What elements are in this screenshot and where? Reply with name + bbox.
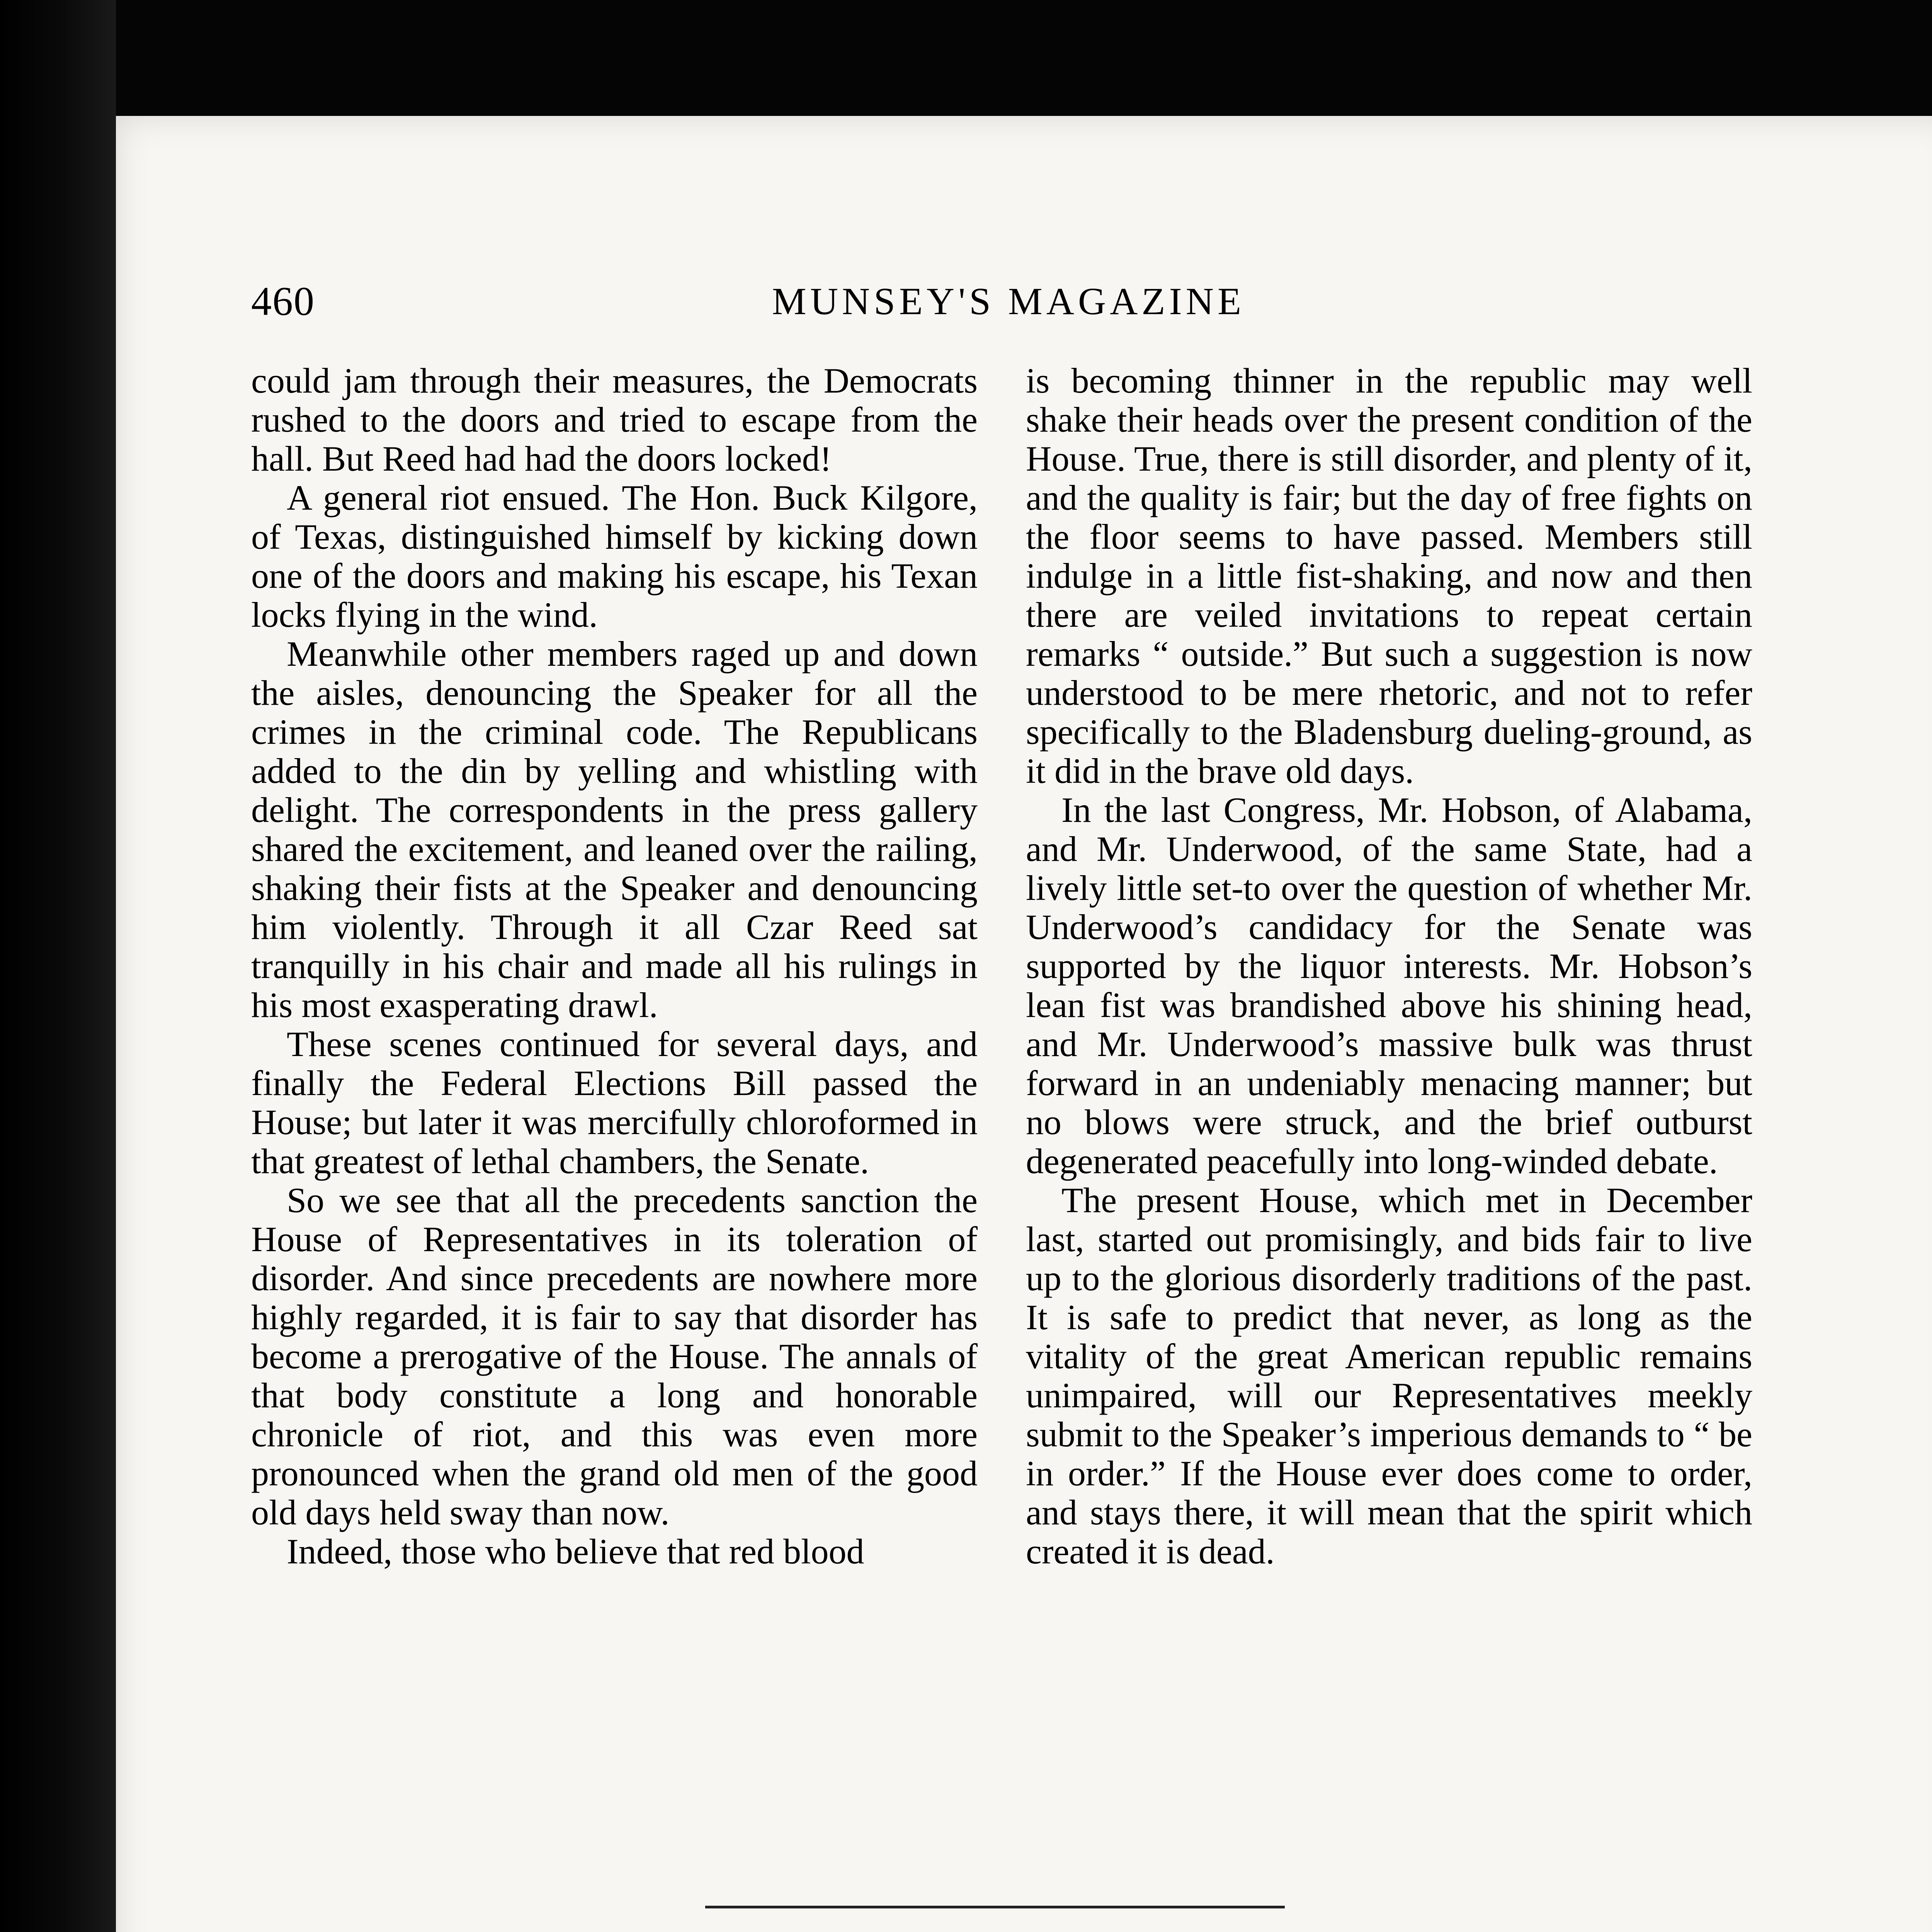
section-divider	[705, 1906, 1285, 1908]
left-column	[251, 361, 978, 1571]
paragraph: Indeed, those who believe that red blood	[287, 1532, 864, 1571]
paragraph: A general riot ensued. The Hon. Buck Kilgore, of Texas, distinguished himself by kicking down one of the doors and making his escape, his Texan locks flying in the wind.	[251, 478, 978, 634]
poem-title	[251, 1926, 1770, 1932]
paragraph: The present House, which met in December last, started out promisingly, and bids fair to live up to the glorious disorderly traditions of the past. It is safe to predict that never, as long as the vitality of the great American republic remains unimpaired, will our Representatives meekly submit to the Speaker’s imperious demands to “ be in order.” If the House ever does come to order, and stays there, it will mean that the spirit which created it is dead.	[1026, 1180, 1752, 1571]
scan-border-left	[0, 0, 116, 1932]
page-number: 460	[251, 279, 315, 324]
right-column	[1026, 361, 1752, 1571]
paragraph: could jam through their measures, the Democrats rushed to the doors and tried to escape from the hall. But Reed had had the doors locked!	[251, 361, 978, 478]
page-header	[251, 263, 1766, 340]
paragraph: is becoming thinner in the republic may well shake their heads over the present condition of the House. True, there is still disorder, and plenty of it, and the quality is fair; but the day of free fights on the floor seems to have passed. Members still indulge in a little fist-shaking, and now and then there are veiled invitations to repeat certain remarks “ outside.” But such a suggestion is now understood to be mere rhetoric, and not to refer specifically to the Bladensburg dueling-ground, as it did in the brave old days.	[1026, 361, 1752, 791]
paragraph: In the last Congress, Mr. Hobson, of Alabama, and Mr. Underwood, of the same State, had a lively little set-to over the question of whether Mr. Underwood’s candidacy for the Senate was supported by the liquor interests. Mr. Hobson’s lean fist was brandished above his shining head, and Mr. Underwood’s massive bulk was thrust forward in an undeniably menacing manner; but no blows were struck, and the brief outburst degenerated peacefully into long-winded debate.	[1026, 790, 1752, 1181]
paragraph: Meanwhile other members raged up and down the aisles, denouncing the Speaker for all the crimes in the criminal code. The Republicans added to the din by yelling and whistling with delight. The correspondents in the press gallery shared the excitement, and leaned over the railing, shaking their fists at the Speaker and denouncing him violently. Through it all Czar Reed sat tranquilly in his chair and made all his rulings in his most exasperating drawl.	[251, 634, 978, 1025]
paragraph: These scenes continued for several days, and finally the Federal Elections Bill passed the House; but later it was mercifully chloroformed in that greatest of lethal chambers, the Senate.	[251, 1024, 978, 1181]
paragraph: So we see that all the precedents sanction the House of Representatives in its toleration of disorder. And since precedents are nowhere more highly regarded, it is fair to say that disorder has become a prerogative of the House. The annals of that body constitute a long and honorable chronicle of riot, and this was even more pronounced when the grand old men of the good old days held sway than now.	[251, 1180, 978, 1532]
running-head: MUNSEY'S MAGAZINE	[772, 280, 1245, 323]
